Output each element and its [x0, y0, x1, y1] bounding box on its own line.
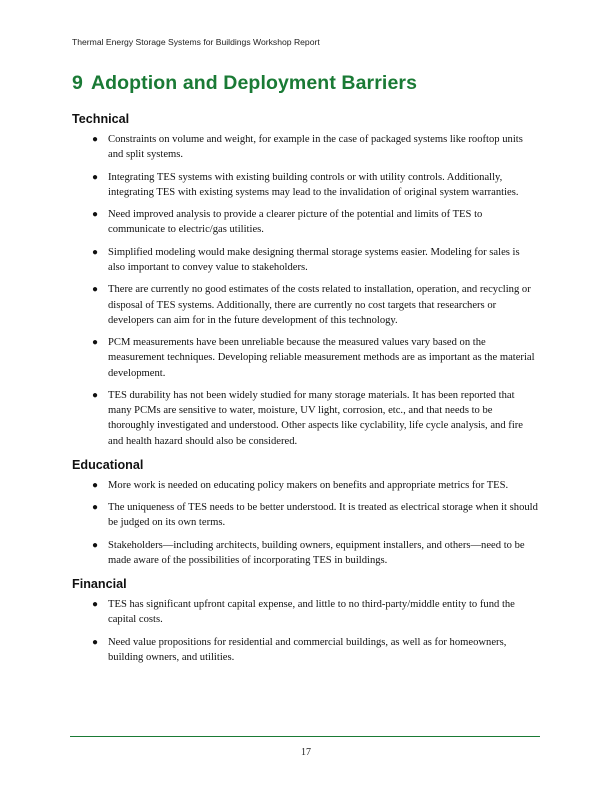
bullet-icon: ●	[92, 389, 99, 401]
bullet-icon: ●	[92, 337, 99, 349]
bullet-list	[72, 478, 542, 568]
section-financial	[72, 576, 542, 665]
section-educational	[72, 457, 542, 568]
bullet-item: ● Simplified modeling would make designing thermal storage systems easier. Modeling for sales is also important to convey value to stakeholders.	[92, 246, 520, 273]
section-heading: Educational	[72, 457, 144, 472]
bullet-item: ● Need improved analysis to provide a clearer picture of the potential and limits of TES to communicate to electric/gas utilities.	[92, 209, 483, 236]
content-body	[72, 111, 542, 673]
bullet-item: ● The uniqueness of TES needs to be better understood. It is treated as electrical storage when it should be judged on its own terms.	[92, 502, 538, 529]
bullet-icon: ●	[92, 479, 99, 491]
running-header: Thermal Energy Storage Systems for Buildings Workshop Report	[72, 37, 320, 47]
bullet-list	[72, 132, 542, 449]
section-technical	[72, 111, 542, 449]
footer-divider	[70, 736, 540, 737]
bullet-item: ● Stakeholders—including architects, building owners, equipment installers, and others—need to be made aware of the possibilities of incorporating TES in buildings.	[92, 539, 525, 566]
bullet-item: ● Constraints on volume and weight, for example in the case of packaged systems like rooftop units and split systems.	[92, 134, 523, 161]
bullet-item: ● TES has significant upfront capital expense, and little to no third-party/middle entity to fund the capital costs.	[92, 599, 515, 626]
bullet-item: ● TES durability has not been widely studied for many storage materials. It has been reported that many PCMs are sensitive to water, moisture, UV light, corrosion, etc., and that needs to be thoroughly investigated and understood. Other aspects like cyclability, life cycle analysis, and fire and health hazard should also be considered.	[92, 389, 523, 447]
bullet-item: ● Integrating TES systems with existing building controls or with utility controls. Additionally, integrating TES with existing systems may lead to the invalidation of original system warranties.	[92, 171, 519, 198]
bullet-icon: ●	[92, 246, 99, 258]
bullet-item: ● Need value propositions for residential and commercial buildings, as well as for homeowners, building owners, and utilities.	[92, 636, 507, 663]
page-number: 17	[301, 747, 311, 758]
bullet-icon: ●	[92, 599, 99, 611]
bullet-icon: ●	[92, 539, 99, 551]
bullet-icon: ●	[92, 636, 99, 648]
bullet-icon: ●	[92, 284, 99, 296]
chapter-title	[72, 72, 417, 95]
bullet-icon: ●	[92, 502, 99, 514]
bullet-icon: ●	[92, 134, 99, 145]
bullet-item: ● More work is needed on educating policy makers on benefits and appropriate metrics for TES.	[72, 478, 542, 493]
chapter-title-text: Adoption and Deployment Barriers	[90, 72, 418, 94]
bullet-icon: ●	[92, 171, 99, 183]
bullet-list	[72, 597, 542, 665]
section-heading: Technical	[72, 112, 130, 126]
bullet-item: ● PCM measurements have been unreliable because the measured values vary based on the measurement techniques. Developing reliable measurement methods are as important as the material development.	[92, 337, 535, 379]
bullet-item: ● There are currently no good estimates of the costs related to installation, operation, and recycling or disposal of TES systems. Additionally, there are currently no cost targets that researchers or developers can aim for in the future development of this technology.	[92, 284, 531, 326]
section-heading: Financial	[72, 577, 127, 592]
bullet-icon: ●	[92, 209, 99, 221]
chapter-number: 9	[72, 72, 83, 94]
